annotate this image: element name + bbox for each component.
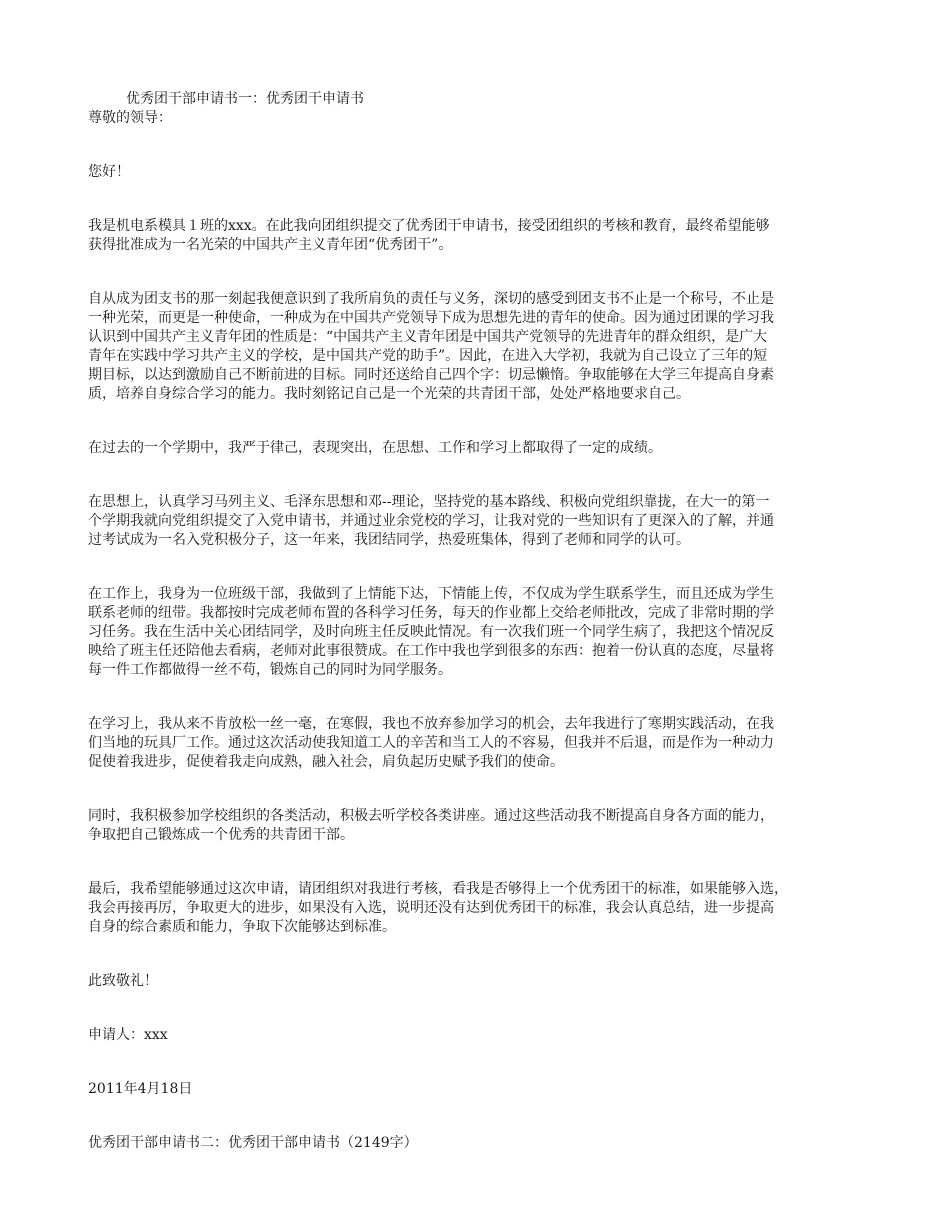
greeting: 您好！: [88, 164, 130, 180]
document-title: 优秀团干部申请书一：优秀团干申请书: [126, 91, 364, 107]
document-body: [88, 109, 860, 1188]
paragraph-conclusion: 最后，我希望能够通过这次申请，请团组织对我进行考核，看我是否够得上一个优秀团干的标准，如果能够入选， 我会再接再厉，争取更大的进步，如果没有入选，说明还没有达到优秀团干的标准，我会认真总结，进一步提高 自身的综合素质和能力，争取下次能够达到标准。: [88, 881, 788, 935]
paragraph-responsibility: 自从成为团支书的那一刻起我便意识到了我所肩负的责任与义务，深切的感受到团支书不止是一个称号，不止是 一种光荣，而更是一种使命，一种成为在中国共产党领导下成为思想先进的青年的使命。因为通过团课的学习我 认识到中国共产主义青年团的性质是：“中国共产主义青年团是中国共产党领导的先进青年的群众组织，是广大 青年在实践中学习共产主义的学校，是中国共产党的助手”。因此，在进入大学初，我就为自己设立了三年的短 期目标，以达到激励自己不断前进的目标。同时还送给自己四个字：切忌懒惰。争取能够在大学三年提高自身素 质，培养自身综合学习的能力。我时刻铭记自己是一个光荣的共青团干部，处处严格地要求自己。: [88, 291, 774, 402]
salutation: 尊敬的领导：: [88, 110, 172, 126]
paragraph-summary: 在过去的一个学期中，我严于律己，表现突出，在思想、工作和学习上都取得了一定的成绩。: [88, 440, 662, 456]
paragraph-study: 在学习上，我从来不肯放松一丝一毫，在寒假，我也不放弃参加学习的机会，去年我进行了寒期实践活动，在我 们当地的玩具厂工作。通过这次活动使我知道工人的辛苦和当工人的不容易，但我并不后退，而是作为一种动力 促使着我进步，促使着我走向成熟，融入社会，肩负起历史赋予我们的使命。: [88, 716, 774, 770]
closing-salute: 此致敬礼！: [88, 973, 158, 989]
paragraph-activities: 同时，我积极参加学校组织的各类活动，积极去听学校各类讲座。通过这些活动我不断提高自身各方面的能力， 争取把自己锻炼成一个优秀的共青团干部。: [88, 808, 774, 843]
paragraph-intro: 我是机电系模具１班的xxx。在此我向团组织提交了优秀团干申请书，接受团组织的考核和教育，最终希望能够 获得批准成为一名光荣的中国共产主义青年团“优秀团干”。: [88, 218, 770, 253]
next-section-title: 优秀团干部申请书二：优秀团干部申请书（2149字）: [88, 1135, 418, 1151]
paragraph-work: 在工作上，我身为一位班级干部，我做到了上情能下达，下情能上传，不仅成为学生联系学生，而且还成为学生 联系老师的纽带。我都按时完成老师布置的各科学习任务，每天的作业都上交给老师批改，完成了非常时期的学 习任务。我在生活中关心团结同学，及时向班主任反映此情况。有一次我们班一个同学生病了，我把这个情况反 映给了班主任还陪他去看病，老师对此事很赞成。在工作中我也学到很多的东西：抱着一份认真的态度，尽量将 每一件工作都做得一丝不苟，锻炼自己的同时为同学服务。: [88, 586, 774, 678]
application-date: 2011年4月18日: [88, 1081, 193, 1097]
paragraph-ideology: 在思想上，认真学习马列主义、毛泽东思想和邓--理论，坚持党的基本路线、积极向党组织靠拢，在大一的第一 个学期我就向党组织提交了入党申请书，并通过业余党校的学习，让我对党的一些知识有了更深入的了解，并通 过考试成为一名入党积极分子，这一年来，我团结同学，热爱班集体，得到了老师和同学的认可。: [88, 494, 774, 548]
applicant-name: 申请人：xxx: [88, 1027, 168, 1043]
